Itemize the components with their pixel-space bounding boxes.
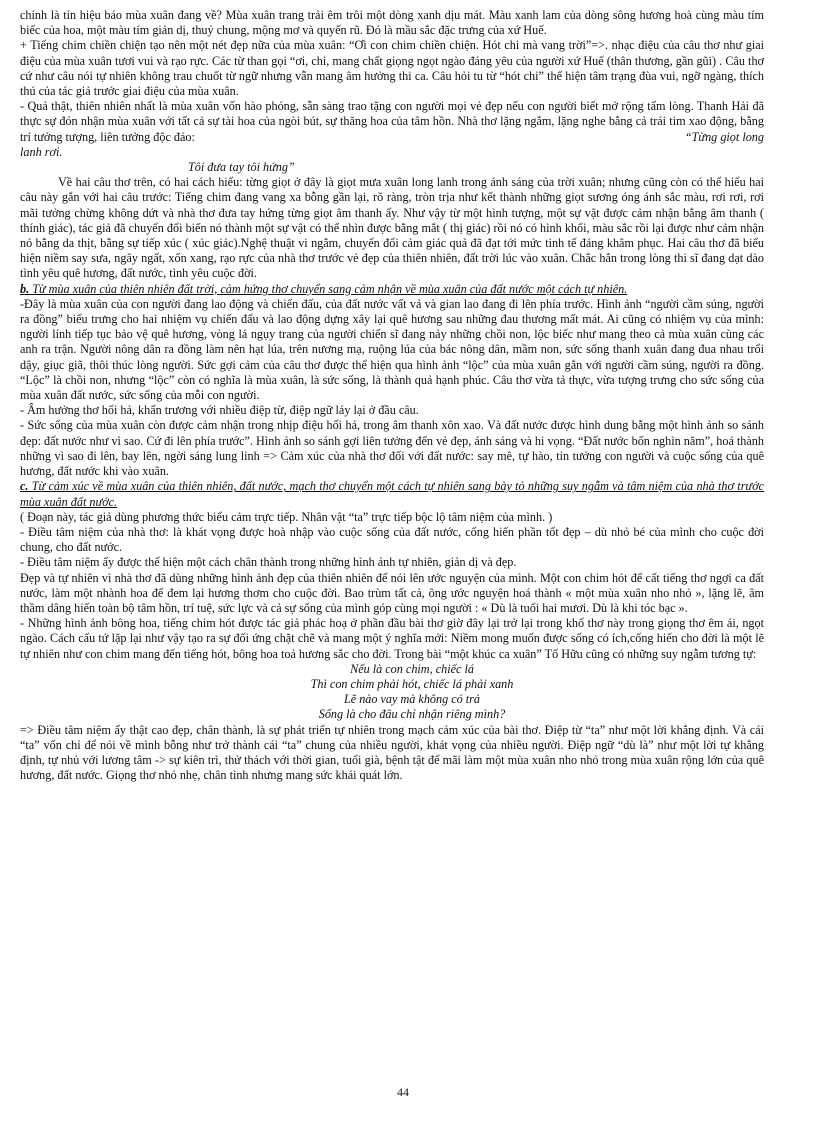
poem-line: Nếu là con chim, chiếc lá — [350, 661, 474, 676]
poem-line: Sống là cho đâu chỉ nhận riêng mình? — [318, 707, 506, 722]
paragraph: - Sức sống của mùa xuân còn được cảm nhận trong nhịp điệu hối hả, trong âm thanh xôn xao. Và đất nước được hình dung bằng một hình ảnh so sánh đẹp: đất nước như vì sao. Cứ đi lên phía trước”. Hình ảnh so sánh gợi liên tưởng đến vẻ đẹp, ánh sáng và hi vọng. “Đất nước bốn nghìn năm”, hoá thành những vì sao đi lên, bay lên, ngời sáng lung linh => Cảm xúc của nhà thơ đối với đất nước: say mê, tự hào, tin tưởng con người và cuộc sống của quê hương, đất nước khi vào xuân. — [20, 418, 764, 479]
section-label: b. — [20, 281, 30, 296]
section-heading-text: Từ mùa xuân của thiên nhiên đất trời, cảm hứng thơ chuyển sang cảm nhận về mùa xuân của đất nước một cách tự nhiên. — [29, 281, 628, 296]
paragraph: chính là tín hiệu báo mùa xuân đang về? Mùa xuân trang trải êm trôi một dòng xanh dịu mát. Màu xanh lam của dòng sông hương hoà cùng màu tím biếc của hoa, một màu tím giản dị, thuỷ chung, mộng mơ và quyến rũ. Đó là mầu sắc đặc trưng của xứ Huế. — [20, 8, 764, 38]
paragraph: Đẹp và tự nhiên vì nhà thơ đã dùng những hình ảnh đẹp của thiên nhiên để nói lên ước nguyện của mình. Một con chim hót để cất tiếng thơ ngợi ca đất nước, làm một nhành hoa để đem lại hương thơm cho cuộc đời. Bao trùm tất cả, ông ước nguyện hoá thành « một mùa xuân nho nhỏ », lặng lẽ, âm thầm dâng hiến toàn bộ tâm hồn, trí tuệ, sức lực và cả sự sống của mình góp cùng mọi người : « Dù là tuổi hai mươi. Dù là khi tóc bạc ». — [20, 570, 764, 615]
poem-quote-line: Tôi đưa tay tôi hứng” — [188, 160, 295, 175]
poem-block — [20, 662, 764, 723]
page-number: 44 — [397, 1085, 409, 1099]
poem-quote-line: lanh rơi. — [20, 144, 63, 159]
section-heading-text: Từ cảm xúc về mùa xuân của thiên nhiên, đất nước, mạch thơ chuyển một cách tự nhiên sang bày tỏ những suy ngẫm và tâm niệm của nhà thơ trước mùa xuân đất nước. — [20, 479, 764, 509]
paragraph: => Điều tâm niệm ấy thật cao đẹp, chân thành, là sự phát triển tự nhiên trong mạch cảm xúc của bài thơ. Điệp từ “ta” như một lời khẳng định. Và cái “ta” vốn chỉ để nói về mình bỗng như trở thành cái “ta” chung của nhiều người, khát vọng của nhiều người. Điệp ngữ “dù là” như một lời tự khẳng định, tự nhủ với lương tâm -> sự kiên trì, thử thách với thời gian, tuổi già, bệnh tật để mãi làm một mùa xuân nho nhỏ trong mùa xuân rộng lớn của quê hương, đất nước. Giọng thơ nhỏ nhẹ, chân tình nhưng mang sức khái quát lớn. — [20, 722, 764, 783]
paragraph: - Những hình ảnh bông hoa, tiếng chim hót được tác giả phác hoạ ở phần đầu bài thơ giờ đây lại trở lại trong khổ thơ này trong giọng thơ êm ái, ngọt ngào. Cách cấu tứ lặp lại như vậy tạo ra sự đối ứng chặt chẽ và mang một ý nghĩa mới: Niềm mong muốn được sống có ích,cống hiến cho đời là một lẽ tự nhiên như con chim mang đến tiếng hót, bông hoa toả hương sắc cho đời. Trong bài “một khúc ca xuân” Tố Hữu cũng có những suy ngẫm tương tự: — [20, 616, 764, 661]
paragraph: - Điều tâm niệm của nhà thơ: là khát vọng được hoà nhập vào cuộc sống của đất nước, cống hiến phần tốt đẹp – dù nhỏ bé của mình cho cuộc đời chung, cho đất nước. — [20, 524, 764, 555]
paragraph: - Điều tâm niệm ấy được thể hiện một cách chân thành trong những hình ảnh tự nhiên, giản dị và đẹp. — [20, 555, 517, 570]
document-page — [20, 8, 764, 783]
poem-line: Lẽ nào vay mà không có trả — [343, 692, 481, 707]
poem-line: Thì con chim phải hót, chiếc lá phải xanh — [310, 676, 514, 691]
paragraph: - Âm hưởng thơ hối hả, khẩn trương với nhiều điệp từ, điệp ngữ láy lại ở đầu câu. — [20, 403, 419, 418]
section-label: c. — [20, 479, 29, 494]
poem-quote-start: “Từng giọt long — [684, 129, 764, 144]
paragraph: -Đây là mùa xuân của con người đang lao động và chiến đấu, của đất nước vất vả và gian lao đang đi lên phía trước. Hình ảnh “người cầm súng, người ra đồng” biểu trưng cho hai nhiệm vụ chiến đấu và lao động dựng xây lại quê hương sau những đau thương mất mát. Ai cũng có nhiệm vụ của mình: người lính tiếp tục bảo vệ quê hương, vòng lá ngụy trang của người chiến sĩ đang nảy những chồi non, lộc biếc như mang theo cả mùa xuân cùng các anh ra trận. Người nông dân ra đồng làm nên hạt lúa, trên nương mạ, ruộng lúa của bác nông dân, mầm non, sức sống thanh xuân đang đua nhau trổi dậy, giục giã, thôi thúc lòng người. Sức gợi cảm của câu thơ được thể hiện qua hình ảnh “lộc” của mùa xuân gắn với người cầm súng, người ra đồng. “Lộc” là chồi non, nhưng “lộc” còn có nghĩa là mùa xuân, là sức sống, là thành quả hạnh phúc. Câu thơ vừa tả thực, vừa tượng trưng cho sức sống của mùa xuân đất nước, sức sống của mỗi con người. — [20, 296, 764, 403]
paragraph-text: - Quả thật, thiên nhiên nhất là mùa xuân vốn hào phóng, sẵn sàng trao tặng con người mọi vẻ đẹp nếu con người biết mở rộng tấm lòng. Thanh Hải đã thực sự đón nhận mùa xuân với tất cả sự tài hoa của ngòi bút, sự thăng hoa của tâm hồn. Nhà thơ lặng ngắm, lặng nghe bằng cả trái tim xao động, bằng trí tưởng tượng, liên tưởng độc đáo: — [20, 99, 764, 144]
section-heading-b — [20, 282, 764, 297]
paragraph: ( Đoạn này, tác giả dùng phương thức biểu cảm trực tiếp. Nhân vật “ta” trực tiếp bộc lộ tâm niệm của mình. ) — [20, 509, 553, 524]
paragraph: Về hai câu thơ trên, có hai cách hiểu: từng giọt ở đây là giọt mưa xuân long lanh trong ánh sáng của trời xuân; nhưng cũng còn có thể hiểu hai câu này gắn với hai câu trước: Tiếng chim đang vang xa bỗng gần lại, rõ ràng, tròn trịa như kết thành những giọt sương óng ánh sắc màu, rơi rơi, rơi mãi tưởng chừng không dứt và nhà thơ đưa tay hứng từng giọt âm thanh ấy. Như vậy từ một hình tượng, một sự vật được cảm nhận bằng âm thanh ( thính giác), tác giả đã chuyển đổi biến nó thành một sự vật có thể nhìn được bằng mắt ( thị giác) rồi nó có hình khối, màu sắc rồi lại được như cảm nhận nó bằng da thịt, bằng sự tiếp xúc ( xúc giác).Nghệ thuật vi ngắm, chuyển đổi cảm giác quả đã đạt tới mức tinh tế đáng khâm phục. Hai câu thơ đã biểu hiện niềm say sưa, ngây ngất, xốn xang, rạo rực của nhà thơ trước vẻ đẹp của thiên nhiên, đất trời lúc vào xuân. Chắc hẳn trong lòng thi sĩ đang dạt dào tình yêu quê hương, đất nước, tình yêu cuộc đời. — [20, 175, 764, 281]
paragraph — [20, 99, 764, 145]
section-heading-c — [20, 479, 764, 509]
paragraph: + Tiếng chim chiền chiện tạo nên một nét đẹp nữa của mùa xuân: “Ơi con chim chiền chiện. Hót chi mà vang trời”=>. nhạc điệu của câu thơ như giai điệu của mùa xuân tươi vui và rạo rực. Các từ than gọi “ơi, chi, mang chất giọng ngọt ngào đáng yêu của người xứ Huế (thân thương, gần gũi) . Câu thơ cứ như câu nói tự nhiên không trau chuốt từ ngữ nhưng vẫn mang âm hưởng thi ca. Câu hỏi tu từ “hót chi” thể hiện tâm trạng đùa vui, ngỡ ngàng, thích thú của tác giả trước giai điệu của mùa xuân. — [20, 38, 764, 99]
